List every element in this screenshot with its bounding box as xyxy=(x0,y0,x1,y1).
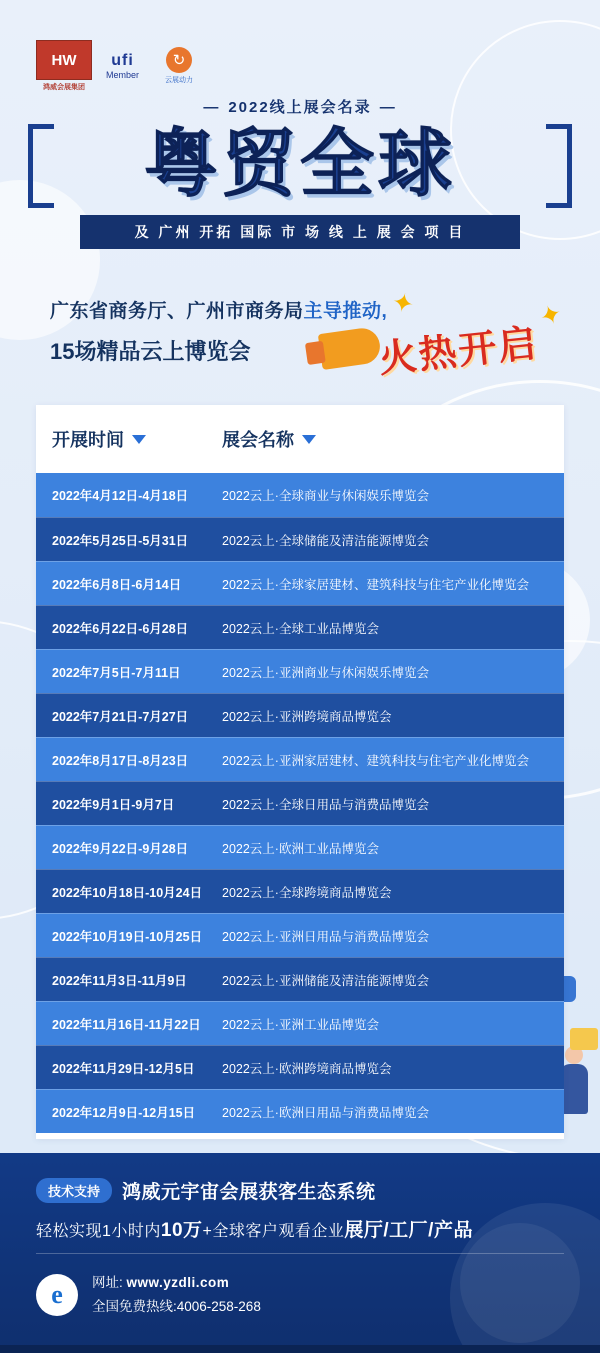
row-expo-name: 2022云上·亚洲工业品博览会 xyxy=(222,1017,379,1032)
row-date: 2022年4月12日-4月18日 xyxy=(52,489,189,503)
page-title: 粤贸全球 xyxy=(144,121,456,207)
eyebrow-text: 2022线上展会名录 xyxy=(228,99,372,116)
footer-bottom-bar xyxy=(0,1345,600,1353)
row-date: 2022年11月29日-12月5日 xyxy=(52,1061,195,1076)
footer-band xyxy=(0,1153,600,1353)
table-row[interactable] xyxy=(36,473,564,517)
table-row[interactable] xyxy=(36,913,564,957)
audience-figure-right xyxy=(560,1064,588,1114)
tech-support-badge: 技术支持 xyxy=(36,1178,112,1203)
table-row[interactable] xyxy=(36,1089,564,1133)
row-expo-name: 2022云上·欧洲工业品博览会 xyxy=(222,841,379,856)
promo-line-1-authority: 广东省商务厅、广州市商务局 xyxy=(50,301,304,322)
row-expo-name: 2022云上·全球家居建材、建筑科技与住宅产业化博览会 xyxy=(222,577,529,592)
spark-icon-2: ✦ xyxy=(535,297,567,333)
ufi-logo xyxy=(106,52,139,81)
row-date: 2022年7月5日-7月11日 xyxy=(52,665,181,680)
column-header-time[interactable] xyxy=(52,426,222,452)
hot-launch-text: 火热开启 xyxy=(376,322,541,382)
row-date: 2022年11月3日-11月9日 xyxy=(52,973,187,988)
row-date: 2022年9月22日-9月28日 xyxy=(52,841,189,856)
table-row[interactable] xyxy=(36,1045,564,1089)
footer-subline-a: 轻松实现1小时内 xyxy=(36,1223,161,1240)
row-expo-name: 2022云上·亚洲日用品与消费品博览会 xyxy=(222,929,429,944)
row-expo-name: 2022云上·欧洲日用品与消费品博览会 xyxy=(222,1105,429,1120)
table-row[interactable] xyxy=(36,649,564,693)
row-expo-name: 2022云上·全球工业品博览会 xyxy=(222,621,379,636)
hongwei-group-logo xyxy=(36,40,92,92)
spark-icon-1: ✦ xyxy=(389,286,417,320)
footer-url-line[interactable] xyxy=(92,1271,261,1295)
row-date: 2022年9月1日-9月7日 xyxy=(52,797,175,812)
footer-url[interactable]: www.yzdli.com xyxy=(126,1275,230,1290)
row-expo-name: 2022云上·亚洲跨境商品博览会 xyxy=(222,709,392,724)
row-expo-name: 2022云上·全球储能及清洁能源博览会 xyxy=(222,533,429,548)
column-header-time-label: 开展时间 xyxy=(52,430,124,450)
row-date: 2022年6月22日-6月28日 xyxy=(52,621,189,636)
eyebrow-line xyxy=(0,96,600,117)
logo-bar xyxy=(36,40,205,92)
table-row[interactable] xyxy=(36,517,564,561)
schedule-table xyxy=(36,405,564,1139)
hongwei-logo-caption: 鸿威会展集团 xyxy=(43,84,85,91)
promo-line-2: 15场精品云上博览会 xyxy=(50,339,251,364)
row-date: 2022年6月8日-6月14日 xyxy=(52,577,182,592)
hongwei-mark-icon xyxy=(36,40,92,80)
title-subbar: 及 广州 开拓 国际 市 场 线 上 展 会 项 目 xyxy=(80,215,520,249)
footer-contact-row xyxy=(36,1271,261,1320)
table-body xyxy=(36,473,564,1133)
chevron-down-icon[interactable] xyxy=(302,435,316,444)
row-date: 2022年5月25日-5月31日 xyxy=(52,533,189,548)
footer-subline xyxy=(36,1215,473,1242)
megaphone-icon xyxy=(320,330,380,366)
row-date: 2022年12月9日-12月15日 xyxy=(52,1105,196,1120)
title-block xyxy=(0,96,600,249)
row-date: 2022年8月17日-8月23日 xyxy=(52,753,189,768)
table-row[interactable] xyxy=(36,1001,564,1045)
footer-divider xyxy=(36,1253,564,1254)
promo-line-1-suffix: 主导推动, xyxy=(303,301,388,322)
footer-title: 鸿威元宇宙会展获客生态系统 xyxy=(122,1182,376,1203)
row-date: 2022年10月18日-10月24日 xyxy=(52,885,203,900)
footer-hotline: 全国免费热线:4006-258-268 xyxy=(92,1299,261,1315)
table-row[interactable] xyxy=(36,693,564,737)
table-header-row xyxy=(36,405,564,473)
table-row[interactable] xyxy=(36,737,564,781)
table-row[interactable] xyxy=(36,781,564,825)
footer-headline-row xyxy=(36,1177,376,1204)
row-expo-name: 2022云上·全球日用品与消费品博览会 xyxy=(222,797,429,812)
yunzhan-swirl-icon: ↻ xyxy=(166,47,192,73)
row-date: 2022年7月21日-7月27日 xyxy=(52,709,189,724)
row-expo-name: 2022云上·亚洲商业与休闲娱乐博览会 xyxy=(222,665,429,680)
yellow-card-decor xyxy=(570,1028,598,1050)
footer-subline-c: +全球客户观看企业 xyxy=(202,1223,345,1240)
yunzhan-logo-caption: 云展动力 xyxy=(165,77,194,84)
hongwei-mark-text: HW xyxy=(51,51,77,69)
row-expo-name: 2022云上·全球跨境商品博览会 xyxy=(222,885,392,900)
table-row[interactable] xyxy=(36,605,564,649)
table-row[interactable] xyxy=(36,825,564,869)
promo-line-1 xyxy=(50,296,387,323)
chevron-down-icon[interactable] xyxy=(132,435,146,444)
row-expo-name: 2022云上·亚洲储能及清洁能源博览会 xyxy=(222,973,429,988)
table-row[interactable] xyxy=(36,561,564,605)
footer-url-label: 网址: xyxy=(92,1275,123,1290)
yunzhan-logo xyxy=(153,47,205,85)
column-header-name[interactable] xyxy=(222,426,316,452)
eyebrow-dash-left: — xyxy=(203,99,221,116)
footer-subline-highlight: 10万 xyxy=(160,1220,203,1241)
row-date: 2022年11月16日-11月22日 xyxy=(52,1017,201,1032)
table-row[interactable] xyxy=(36,957,564,1001)
column-header-name-label: 展会名称 xyxy=(222,430,294,450)
row-date: 2022年10月19日-10月25日 xyxy=(52,929,203,944)
row-expo-name: 2022云上·欧洲跨境商品博览会 xyxy=(222,1061,392,1076)
ufi-logo-text: ufi xyxy=(111,51,134,69)
footer-subline-d: 展厅/工厂/产品 xyxy=(344,1220,473,1241)
eyebrow-dash-right: — xyxy=(379,99,397,116)
internet-explorer-icon: e xyxy=(36,1274,78,1316)
table-row[interactable] xyxy=(36,869,564,913)
row-expo-name: 2022云上·亚洲家居建材、建筑科技与住宅产业化博览会 xyxy=(222,753,529,768)
row-expo-name: 2022云上·全球商业与休闲娱乐博览会 xyxy=(222,489,429,503)
ufi-logo-caption: Member xyxy=(106,70,140,81)
